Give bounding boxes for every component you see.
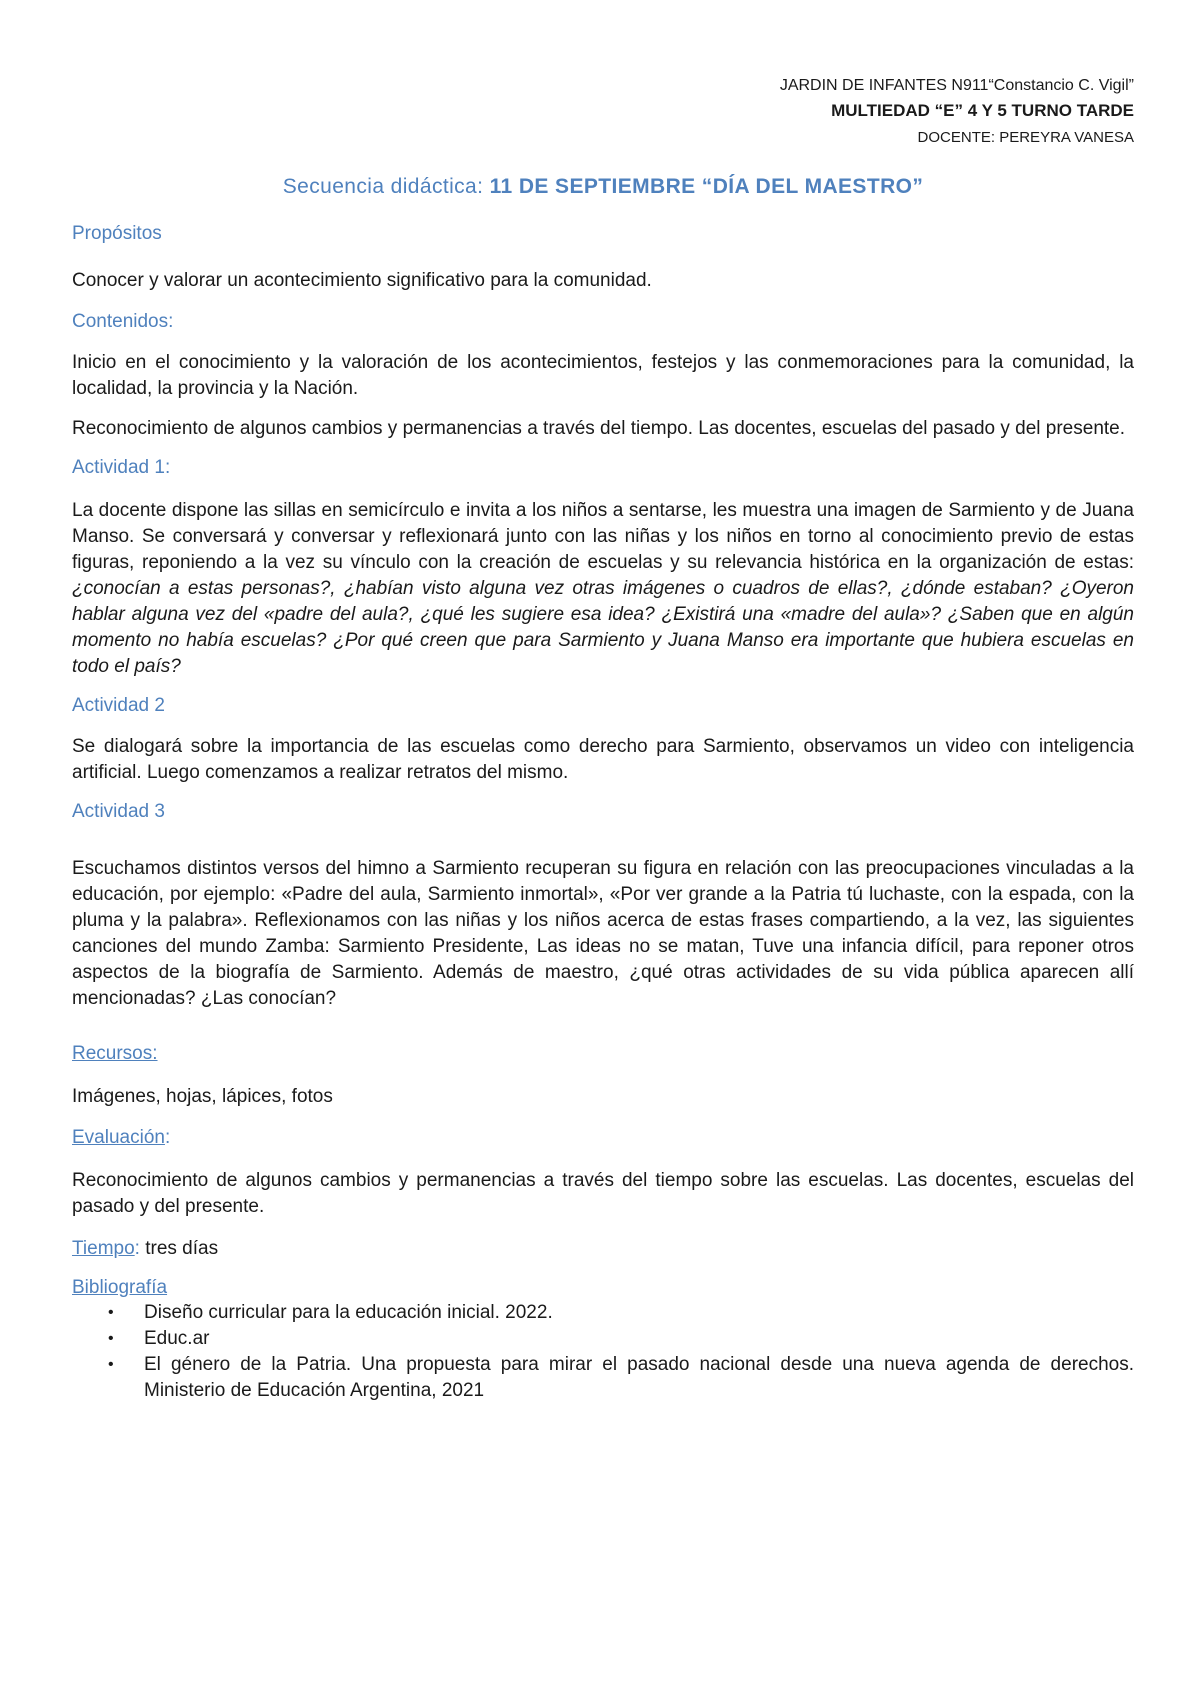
title-prefix: Secuencia didáctica: — [282, 175, 490, 198]
bibliografia-list — [72, 1300, 1134, 1404]
propositos-text: Conocer y valorar un acontecimiento significativo para la comunidad. — [72, 270, 652, 291]
bibliografia-item-text: Educ.ar — [144, 1328, 210, 1349]
actividad1-intro: La docente dispone las sillas en semicírculo e invita a los niños a sentarse, les muestra una imagen de Sarmiento y de Juana Manso. Se conversará y conversar y reflexionará junto con las niñas y los niños en torno al conocimiento previo de estas figuras, reponiendo a la vez su vínculo con la creación de escuelas y su relevancia histórica en la organización de estas: — [72, 500, 1134, 573]
actividad2-heading: Actividad 2 — [72, 695, 165, 716]
group-name: MULTIEDAD “E” 4 Y 5 TURNO TARDE — [831, 101, 1134, 120]
list-item — [108, 1352, 1134, 1404]
evaluacion-heading-colon: : — [164, 1127, 171, 1148]
contenidos-heading: Contenidos: — [72, 311, 174, 332]
evaluacion-heading-label: Evaluación — [72, 1127, 165, 1148]
bibliografia-heading: Bibliografía — [72, 1277, 168, 1298]
actividad1-text — [72, 498, 1134, 680]
actividad3-heading: Actividad 3 — [72, 801, 165, 822]
bullet-icon: • — [108, 1356, 114, 1373]
actividad1-questions: ¿conocían a estas personas?, ¿habían visto alguna vez otras imágenes o cuadros de ellas?, ¿dónde estaban? ¿Oyeron hablar alguna vez del «padre del aula?, ¿qué les sugiere esa idea? ¿Existirá una «madre del aula»? ¿Saben que en algún momento no había escuelas? ¿Por qué creen que para Sarmiento y Juana Manso era importante que hubiera escuelas en todo el país? — [72, 578, 1134, 677]
recursos-text: Imágenes, hojas, lápices, fotos — [72, 1086, 333, 1107]
tiempo-colon: : — [134, 1238, 140, 1259]
page-title — [72, 172, 1134, 202]
evaluacion-text: Reconocimiento de algunos cambios y permanencias a través del tiempo sobre las escuelas. Las docentes, escuelas del pasado y del presente. — [72, 1170, 1134, 1217]
tiempo-heading: Tiempo — [72, 1238, 135, 1259]
actividad2-text: Se dialogará sobre la importancia de las escuelas como derecho para Sarmiento, observamos un video con inteligencia artificial. Luego comenzamos a realizar retratos del mismo. — [72, 736, 1134, 783]
actividad1-heading: Actividad 1: — [72, 457, 171, 478]
contenidos-paragraph-2: Reconocimiento de algunos cambios y permanencias a través del tiempo. Las docentes, escuelas del pasado y del presente. — [72, 418, 1126, 439]
list-item — [108, 1326, 1134, 1352]
bullet-icon: • — [108, 1330, 114, 1347]
teacher-name: DOCENTE: PEREYRA VANESA — [917, 129, 1134, 146]
recursos-heading: Recursos: — [72, 1043, 158, 1064]
document-page — [72, 0, 1134, 1404]
evaluacion-heading — [72, 1126, 1134, 1150]
actividad3-text: Escuchamos distintos versos del himno a Sarmiento recuperan su figura en relación con las preocupaciones vinculadas a la educación, por ejemplo: «Padre del aula, Sarmiento inmortal», «Por ver grande a la Patria tú luchaste, con la espada, con la pluma y la palabra». Reflexionamos con las niñas y los niños acerca de estas frases compartiendo, a la vez, las siguientes canciones del mundo Zamba: Sarmiento Presidente, Las ideas no se matan, Tuve una infancia difícil, para reponer otros aspectos de la biografía de Sarmiento. Además de maestro, ¿qué otras actividades de su vida pública aparecen allí mencionadas? ¿Las conocían? — [72, 858, 1134, 1009]
list-item — [108, 1300, 1134, 1326]
bullet-icon: • — [108, 1304, 114, 1321]
school-name: JARDIN DE INFANTES N911“Constancio C. Vigil” — [779, 77, 1134, 94]
tiempo-text: tres días — [139, 1238, 219, 1259]
bibliografia-item-text: El género de la Patria. Una propuesta para mirar el pasado nacional desde una nueva agenda de derechos. Ministerio de Educación Argentina, 2021 — [144, 1354, 1134, 1401]
tiempo-line — [72, 1236, 1134, 1262]
title-main: 11 DE SEPTIEMBRE “DÍA DEL MAESTRO” — [489, 175, 924, 198]
propositos-heading: Propósitos — [72, 223, 162, 244]
contenidos-paragraph-1: Inicio en el conocimiento y la valoración de los acontecimientos, festejos y las conmemoraciones para la comunidad, la localidad, la provincia y la Nación. — [72, 352, 1134, 399]
bibliografia-item-text: Diseño curricular para la educación inicial. 2022. — [144, 1302, 553, 1323]
document-header — [72, 76, 1134, 148]
